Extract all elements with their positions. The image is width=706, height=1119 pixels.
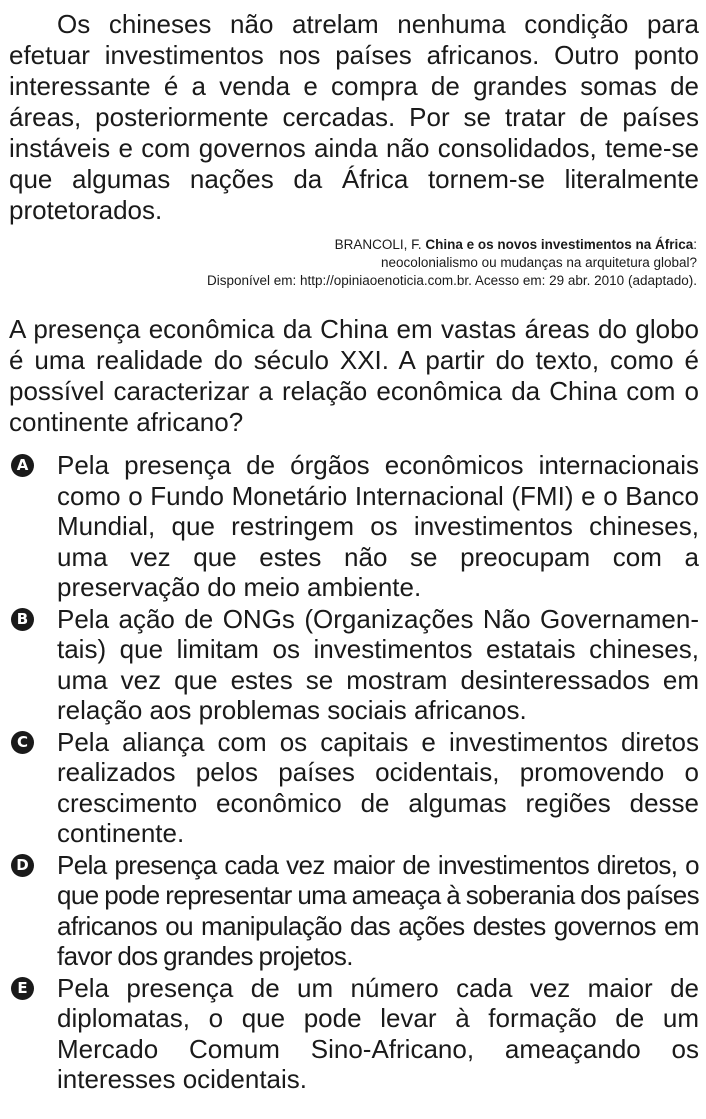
- answer-options: [9, 450, 699, 1095]
- option-d-text: Pela presença cada vez maior de investimentos diretos, o que pode representar uma ameaça à soberania dos países africanos ou manipulação das ações destes governos em favor dos grandes projetos.: [57, 849, 699, 971]
- exam-page: [9, 9, 699, 1096]
- option-b-letter-icon[interactable]: B: [11, 608, 34, 631]
- citation-title: China e os novos investimentos na África: [425, 237, 694, 252]
- citation-author: BRANCOLI, F.: [334, 237, 422, 252]
- option-e[interactable]: [9, 973, 699, 1095]
- source-paragraph: Os chineses não atrelam nenhuma condição para efetuar investimentos nos países africanos. Outro ponto interessante é a venda e compra de grandes somas de áreas, posteriormente cercadas. Por se tratar de países instáveis e com governos ainda não consolidados, teme-se que algumas nações da África tornem-se literalmente protetorados.: [9, 9, 699, 225]
- question-stem: A presença econômica da China em vastas áreas do globo é uma realidade do século XXI. A partir do texto, como é possível caracterizar a relação econômica da China com o continente africano?: [9, 314, 699, 437]
- citation-subtitle: neocolonialismo ou mudanças na arquitetura global?: [381, 255, 697, 270]
- citation-line-1: [9, 236, 697, 254]
- option-a-letter-icon[interactable]: A: [11, 454, 34, 477]
- option-b[interactable]: [9, 604, 699, 726]
- citation: [9, 236, 699, 290]
- option-a-text: Pela presença de órgãos econômicos internacionais como o Fundo Monetário Internacional (FMI) e o Banco Mundial, que restringem os investimentos chineses, uma vez que estes não se preocupam com a preservação do meio ambiente.: [57, 450, 699, 602]
- option-a[interactable]: [9, 450, 699, 603]
- option-c-letter-icon[interactable]: C: [11, 731, 34, 754]
- source-text: [9, 9, 699, 226]
- option-d-letter-icon[interactable]: D: [11, 854, 34, 877]
- option-c[interactable]: [9, 727, 699, 849]
- citation-source: Disponível em: http://opiniaoenoticia.com.br. Acesso em: 29 abr. 2010 (adaptado).: [206, 273, 697, 288]
- option-e-text: Pela presença de um número cada vez maior de diplomatas, o que pode levar à formação de um Mercado Comum Sino-Africano, ameaçando os interesses ocidentais.: [57, 972, 699, 1094]
- option-b-text: Pela ação de ONGs (Organizações Não Governamen-tais) que limitam os investimentos estatais chineses, uma vez que estes se mostram desinteressados em relação aos problemas sociais africanos.: [57, 603, 699, 725]
- option-d[interactable]: [9, 850, 699, 972]
- citation-colon: :: [693, 237, 697, 252]
- option-e-letter-icon[interactable]: E: [11, 977, 34, 1000]
- option-c-text: Pela aliança com os capitais e investimentos diretos realizados pelos países ocidentais, promovendo o crescimento econômico de algumas regiões desse continente.: [57, 726, 699, 848]
